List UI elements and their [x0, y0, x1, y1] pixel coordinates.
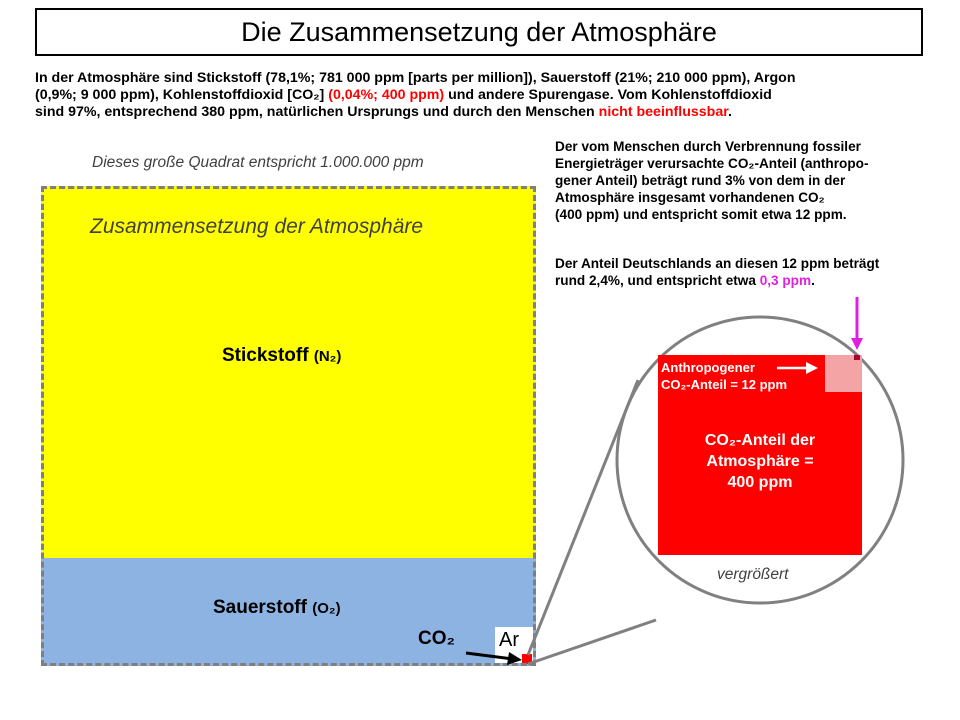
page-title-text: Die Zusammensetzung der Atmosphäre: [241, 16, 717, 47]
big-square-caption: Dieses große Quadrat entspricht 1.000.000 ppm: [92, 154, 424, 171]
co2-total-line-3: 400 ppm: [727, 474, 793, 491]
anthropogenic-line-2: Energieträger verursachte CO₂-Anteil (anthropo-: [555, 156, 869, 171]
intro-line-1: In der Atmosphäre sind Stickstoff (78,1%; 781 000 ppm [parts per million]), Sauerstoff (21%; 210 000 ppm), Argon: [35, 70, 796, 86]
anthropogenic-line-5: (400 ppm) und entspricht somit etwa 12 ppm.: [555, 207, 847, 222]
argon-label: Ar: [499, 629, 519, 651]
co2-total-label: [660, 430, 860, 493]
anthropogenic-label-line-1: Anthropogener: [661, 360, 755, 375]
nitrogen-name: Stickstoff: [222, 345, 309, 366]
intro-not-influenceable: nicht beeinflussbar: [598, 104, 728, 120]
germany-line-2-end: .: [811, 273, 815, 288]
anthropogenic-line-3: gener Anteil) beträgt rund 3% von dem in der: [555, 173, 846, 188]
anthropogenic-line-1: Der vom Menschen durch Verbrennung fossiler: [555, 139, 861, 154]
germany-line-2-text: rund 2,4%, und entspricht etwa: [555, 273, 760, 288]
intro-line-3-end: .: [727, 104, 732, 120]
germany-share: 0,3 ppm: [759, 273, 812, 288]
anthropogenic-line-4: Atmosphäre insgesamt vorhandenen CO₂: [555, 190, 825, 205]
oxygen-name: Sauerstoff: [213, 597, 307, 618]
intro-line-2-text: (0,9%; 9 000 ppm), Kohlenstoffdioxid [CO₂]: [35, 87, 329, 103]
anthro-arrow-head: [806, 362, 818, 374]
anthropogenic-label-line-2: CO₂-Anteil = 12 ppm: [661, 377, 788, 392]
atmosphere-composition-label: Zusammensetzung der Atmosphäre: [90, 215, 424, 238]
intro-line-2-rest: und andere Spurengase. Vom Kohlenstoffdioxid: [444, 87, 772, 103]
co2-label: CO₂: [418, 628, 455, 649]
co2-total-line-1: CO₂-Anteil der: [704, 432, 816, 449]
nitrogen-formula: (N₂): [313, 348, 342, 365]
co2-total-line-2: Atmosphäre =: [706, 453, 814, 470]
oxygen-formula: (O₂): [312, 600, 341, 617]
intro-co2-share: (0,04%; 400 ppm): [328, 87, 445, 103]
intro-line-3-text: sind 97%, entsprechend 380 ppm, natürlichen Ursprungs und durch den Menschen: [35, 104, 599, 120]
anthropogenic-label: [661, 359, 787, 393]
germany-line-1: Der Anteil Deutschlands an diesen 12 ppm beträgt: [555, 256, 880, 271]
magnified-caption: vergrößert: [717, 566, 789, 583]
